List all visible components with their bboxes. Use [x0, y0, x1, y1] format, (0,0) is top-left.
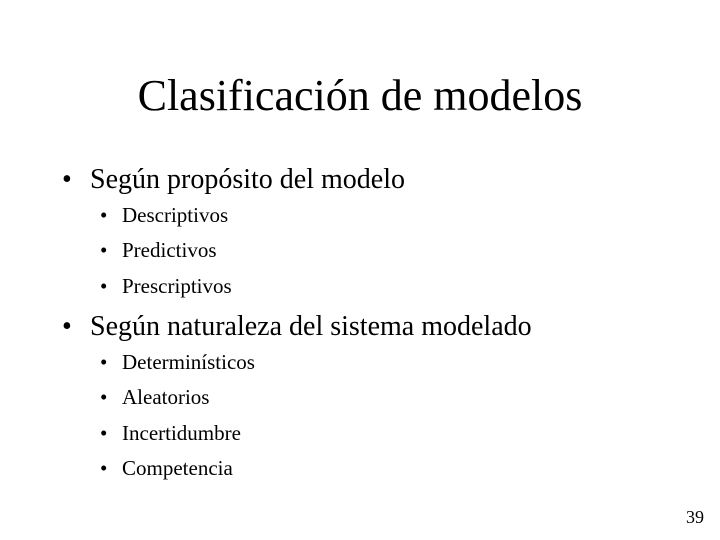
bullet-icon: • — [100, 203, 108, 227]
bullet-icon: • — [100, 385, 108, 409]
bullet-icon: • — [100, 238, 108, 262]
bullet-icon: • — [100, 274, 108, 298]
section-heading-nature — [62, 310, 702, 344]
slide-title: Clasificación de modelos — [137, 71, 583, 120]
list-item — [100, 455, 660, 481]
list-item-text: Prescriptivos — [122, 274, 232, 298]
list-item-text: Descriptivos — [122, 203, 229, 227]
list-item — [100, 237, 660, 263]
list-item-text: Predictivos — [122, 238, 217, 262]
bullet-icon: • — [100, 421, 108, 445]
bullet-icon: • — [62, 311, 72, 342]
section-heading-text: Según propósito del modelo — [90, 164, 405, 195]
bullet-icon: • — [100, 350, 108, 374]
list-item — [100, 384, 660, 410]
list-item-text: Competencia — [122, 456, 233, 480]
section-heading-purpose — [62, 163, 702, 197]
section-heading-text: Según naturaleza del sistema modelado — [90, 311, 532, 342]
bullet-icon: • — [62, 164, 72, 195]
list-item — [100, 202, 660, 228]
list-item-text: Incertidumbre — [122, 421, 241, 445]
list-item — [100, 420, 660, 446]
page-number: 39 — [686, 507, 704, 527]
list-item — [100, 349, 660, 375]
list-item-text: Aleatorios — [122, 385, 210, 409]
list-item — [100, 273, 660, 299]
list-item-text: Determinísticos — [122, 350, 255, 374]
bullet-icon: • — [100, 456, 108, 480]
